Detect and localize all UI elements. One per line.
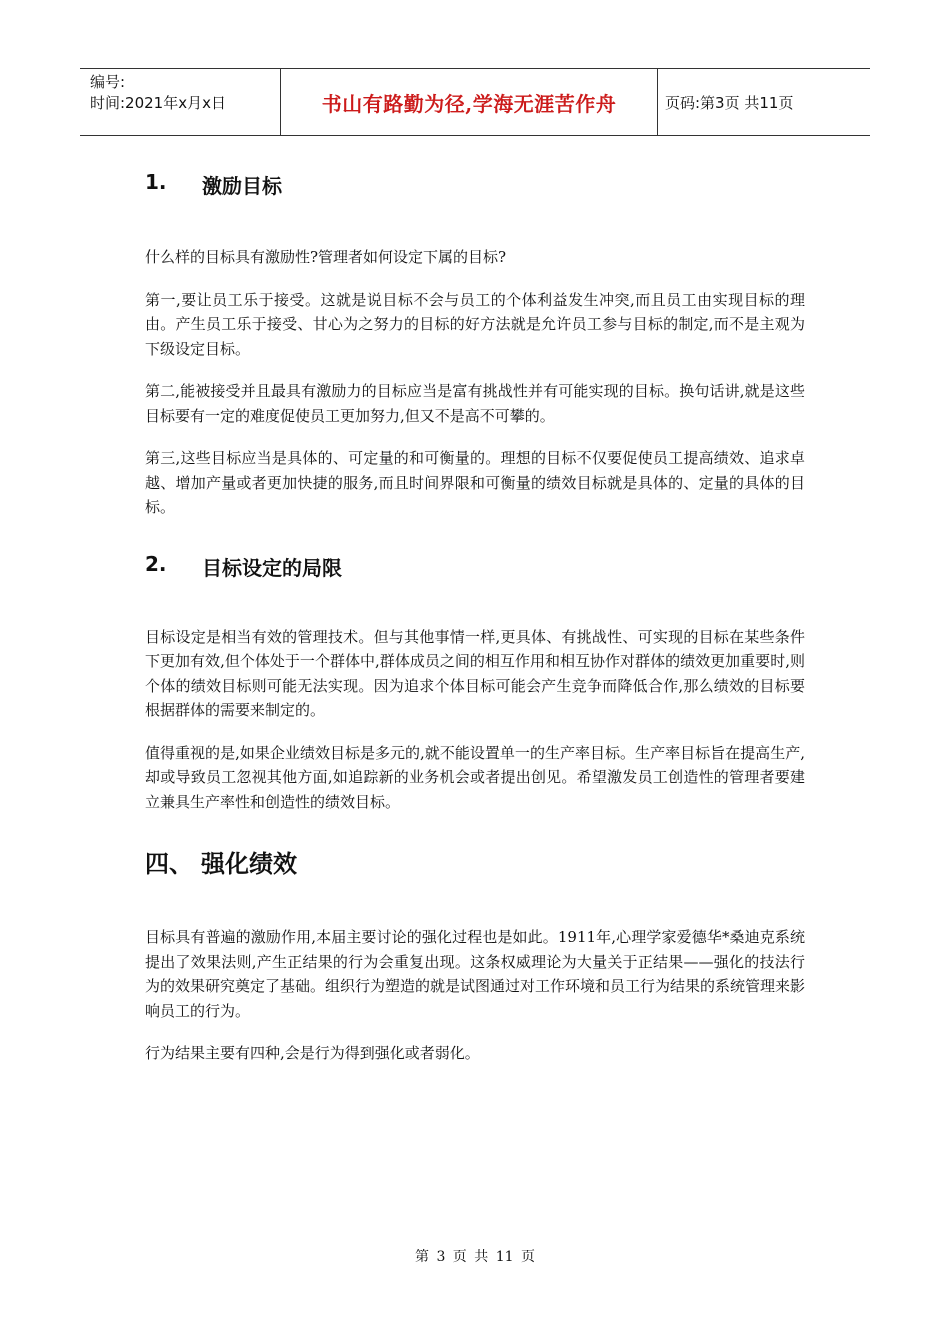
section-heading-3	[145, 844, 805, 879]
section-number: 1.	[145, 170, 167, 194]
page-header	[80, 68, 870, 136]
paragraph: 第一,要让员工乐于接受。这就是说目标不会与员工的个体利益发生冲突,而且员工由实现目标的理由。产生员工乐于接受、甘心为之努力的目标的好方法就是允许员工参与目标的制定,而不是主观为下级设定目标。	[145, 290, 805, 358]
header-date-label: 时间:2021年x月x日	[90, 94, 226, 112]
paragraph: 第二,能被接受并且最具有激励力的目标应当是富有挑战性并有可能实现的目标。换句话讲,就是这些目标要有一定的难度促使员工更加努力,但又不是高不可攀的。	[145, 382, 805, 425]
section-heading-1	[145, 170, 805, 199]
paragraph: 目标具有普遍的激励作用,本届主要讨论的强化过程也是如此。1911年,心理学家爱德华*桑迪克系统提出了效果法则,产生正结果的行为会重复出现。这条权威理论为大量关于正结果——强化的技法行为的效果研究奠定了基础。组织行为塑造的就是试图通过对工作环境和员工行为结果的系统管理来影响员工的行为。	[145, 928, 806, 1020]
page-footer: 第 3 页 共 11 页	[415, 1249, 535, 1265]
paragraph: 值得重视的是,如果企业绩效目标是多元的,就不能设置单一的生产率目标。生产率目标旨在提高生产,却或导致员工忽视其他方面,如追踪新的业务机会或者提出创见。希望激发员工创造性的管理者要建立兼具生产率性和创造性的绩效目标。	[145, 743, 805, 811]
section-heading-2	[145, 552, 805, 581]
header-number-label: 编号:	[90, 73, 126, 91]
paragraph: 第三,这些目标应当是具体的、可定量的和可衡量的。理想的目标不仅要促使员工提高绩效、追求卓越、增加产量或者更加快捷的服务,而且时间界限和可衡量的绩效目标就是具体的、定量的具体的目标。	[145, 449, 805, 516]
section-number: 2.	[145, 551, 167, 576]
document-body	[145, 160, 805, 1066]
paragraph: 目标设定是相当有效的管理技术。但与其他事情一样,更具体、有挑战性、可实现的目标在某些条件下更加有效,但个体处于一个群体中,群体成员之间的相互作用和相互协作对群体的绩效更加重要时,则个体的绩效目标则可能无法实现。因为追求个体目标可能会产生竞争而降低合作,那么绩效的目标要根据群体的需要来制定的。	[145, 627, 805, 719]
header-page-info: 页码:第3页 共11页	[665, 93, 794, 112]
section-title: 强化绩效	[201, 850, 297, 878]
section-number: 四、	[145, 850, 193, 878]
section-title: 激励目标	[202, 174, 282, 198]
header-info-cell	[80, 69, 280, 135]
paragraph: 什么样的目标具有激励性?管理者如何设定下属的目标?	[145, 248, 507, 266]
section-title: 目标设定的局限	[202, 555, 342, 580]
paragraph: 行为结果主要有四种,会是行为得到强化或者弱化。	[145, 1044, 480, 1062]
header-motto: 书山有路勤为径,学海无涯苦作舟	[280, 69, 658, 135]
